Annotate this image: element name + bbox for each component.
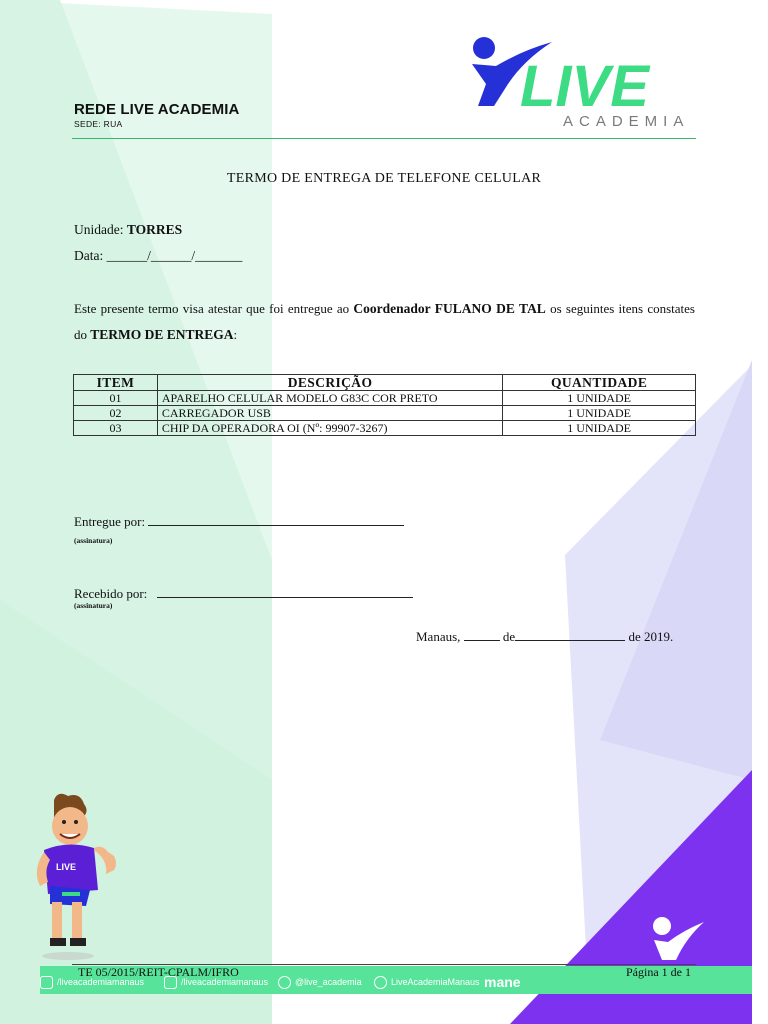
month-blank[interactable]: [515, 628, 625, 641]
delivered-signature-note: (assinatura): [74, 536, 113, 545]
received-signature-note: (assinatura): [74, 601, 113, 610]
facebook-icon: [164, 976, 177, 989]
twitter-handle: @live_academia: [295, 977, 362, 987]
mascot-illustration: [28, 790, 120, 962]
social-instagram[interactable]: [40, 974, 144, 990]
paragraph-term: TERMO DE ENTREGA: [90, 327, 234, 342]
received-by-label: Recebido por:: [74, 586, 148, 601]
table-header-row: [74, 375, 696, 391]
table-row: [74, 406, 696, 421]
paragraph-text-1: Este presente termo visa atestar que foi entregue ao: [74, 301, 354, 316]
place-date: [416, 628, 673, 645]
youtube-icon: [374, 976, 387, 989]
delivered-by-signature-line[interactable]: [148, 511, 404, 526]
org-name: REDE LIVE ACADEMIA: [74, 101, 240, 118]
instagram-handle: /liveacademiamanaus: [57, 977, 145, 987]
delivered-by-label: Entregue por:: [74, 514, 146, 529]
row-item: 03: [74, 421, 158, 436]
date-label: Data:: [74, 248, 104, 263]
row-quantidade: 1 UNIDADE: [503, 391, 696, 406]
paragraph-text-2: os seguintes itens constates do: [74, 301, 695, 342]
items-table: [73, 374, 696, 436]
youtube-handle: LiveAcademiaManaus: [391, 977, 480, 987]
city-name: Manaus,: [416, 629, 461, 644]
header-divider: [72, 138, 696, 139]
live-academia-logo: [468, 36, 720, 132]
facebook-handle: /liveacademiamanaus: [181, 977, 269, 987]
row-quantidade: 1 UNIDADE: [503, 406, 696, 421]
paragraph-text-3: :: [233, 327, 238, 342]
footer-document-code: TE 05/2015/REIT-CPALM/IFRO: [78, 965, 239, 979]
unidade-label: Unidade:: [74, 222, 124, 237]
delivered-by-row: [74, 511, 404, 530]
corner-logo-mark: [648, 912, 708, 964]
social-twitter[interactable]: [278, 974, 362, 990]
date-row: [74, 248, 242, 264]
date-de: de: [502, 629, 516, 644]
day-blank[interactable]: [464, 628, 500, 641]
row-item: 02: [74, 406, 158, 421]
mascot-shirt-text: LIVE: [56, 862, 77, 872]
twitter-icon: [278, 976, 291, 989]
statement-paragraph: [74, 296, 695, 348]
unidade-value: TORRES: [126, 222, 183, 237]
footer-page-number: Página 1 de 1: [626, 965, 691, 979]
unidade-row: [74, 222, 182, 238]
row-descricao: APARELHO CELULAR MODELO G83C COR PRETO: [157, 391, 502, 406]
logo-word: LIVE: [520, 54, 649, 119]
instagram-icon: [40, 976, 53, 989]
org-sede: SEDE: RUA: [74, 119, 123, 129]
row-descricao: CARREGADOR USB: [157, 406, 502, 421]
header-quantidade: QUANTIDADE: [503, 375, 696, 391]
table-row: [74, 391, 696, 406]
social-facebook[interactable]: [164, 974, 268, 990]
date-year: de 2019.: [628, 629, 674, 644]
footer-brand-text: mane: [484, 974, 521, 990]
footer-brand: [484, 974, 521, 990]
date-value: ______/______/_______: [106, 248, 243, 263]
paragraph-coordinator: Coordenador FULANO DE TAL: [353, 301, 546, 316]
logo-sub: ACADEMIA: [563, 113, 690, 130]
row-item: 01: [74, 391, 158, 406]
table-row: [74, 421, 696, 436]
document-title: TERMO DE ENTREGA DE TELEFONE CELULAR: [226, 171, 542, 186]
header-descricao: DESCRIÇÃO: [157, 375, 502, 391]
row-quantidade: 1 UNIDADE: [503, 421, 696, 436]
header-item: ITEM: [74, 375, 158, 391]
received-by-row: [74, 583, 413, 602]
received-by-signature-line[interactable]: [157, 583, 413, 598]
row-descricao: CHIP DA OPERADORA OI (Nº: 99907-3267): [157, 421, 502, 436]
social-youtube[interactable]: [374, 974, 480, 990]
